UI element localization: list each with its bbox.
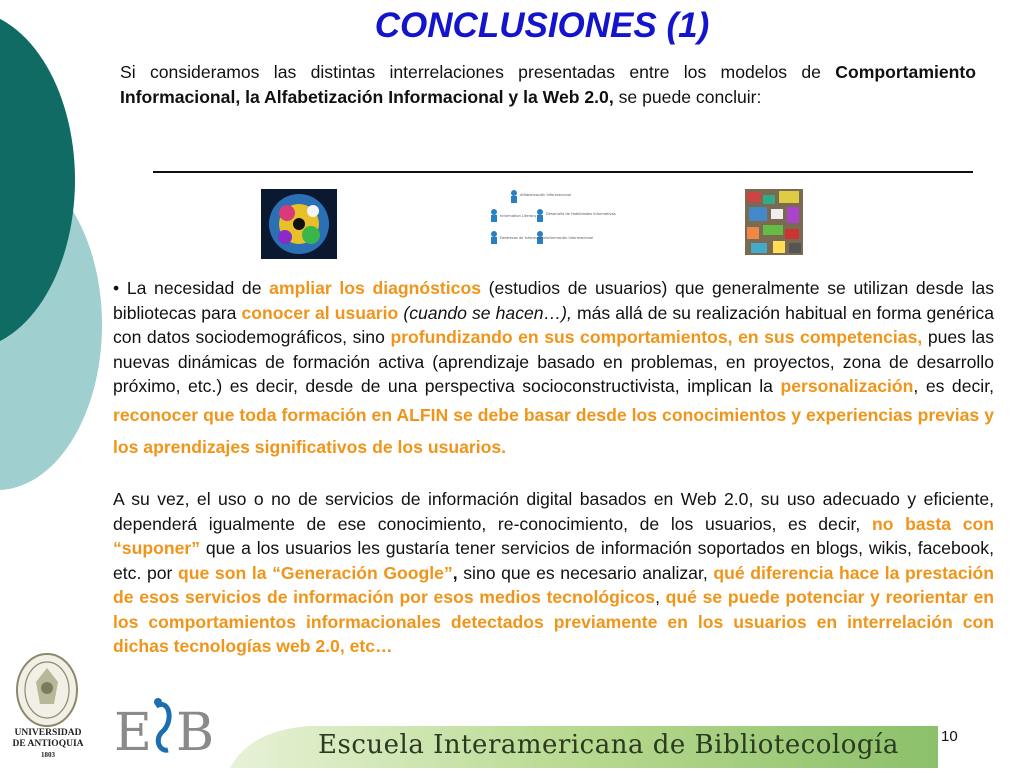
svg-text:E: E [114,703,152,763]
slide-title: CONCLUSIONES (1) [374,6,710,45]
diagram-label: Destrezas de Información [500,236,546,240]
svg-text:B: B [176,703,215,763]
diagram-label: Information Literacy [500,214,537,218]
school-banner-text: Escuela Interamericana de Bibliotecología [318,730,899,760]
diagram-label: Desarrollo de Habilidades Informativas [546,212,616,216]
artwork-image [261,189,337,259]
university-seal-text: UNIVERSIDAD DE ANTIOQUIA 1803 [12,728,84,759]
divider-line [153,171,973,173]
eib-logo [112,692,215,763]
bullet-paragraph-1: • La necesidad de ampliar los diagnósticos (estudios de usuarios) que generalmente se utilizan desde las bibliotecas para conocer al usuario (cuando se hacen…), más allá de su realización habitual en forma genérica con datos sociodemográficos, sino profundizando en sus comportamientos, en sus competencias, pues las nuevas dinámicas de formación activa (aprendizaje basado en problemas, en proyectos, zona de desarrollo próximo, etc.) es decir, desde de una perspectiva socioconstructivista, implican la personalización, es decir, reconocer que toda formación en ALFIN se debe basar desde los conocimientos y experiencias previas y los aprendizajes significativos de los usuarios. [113,278,995,457]
page-number: 10 [941,728,958,745]
diagram-label: Alfabetización Informacional [520,193,572,197]
intro-paragraph: Si consideramos las distintas interrelaciones presentadas entre los modelos de Comportamiento Informacional, la Alfabetización Informacional y la Web 2.0, se puede concluir: [120,62,976,107]
diagram-label: Información Informacional [546,236,594,240]
collage-image [745,189,803,255]
paragraph-2: A su vez, el uso o no de servicios de información digital basados en Web 2.0, su uso adecuado y eficiente, dependerá igualmente de ese conocimiento, re-conocimiento, de los usuarios, es decir, no basta con “suponer” que a los usuarios les gustaría tener servicios de información soportados en blogs, wikis, facebook, etc. por que son la “Generación Google”, sino que es necesario analizar, qué diferencia hace la prestación de esos servicios de información por esos medios tecnológicos, qué se puede potenciar y reorientar en los comportamientos informacionales detectados previamente en los usuarios en interrelación con dichas tecnologías web 2.0, etc… [113,489,994,656]
alfin-diagram-image [484,187,616,251]
